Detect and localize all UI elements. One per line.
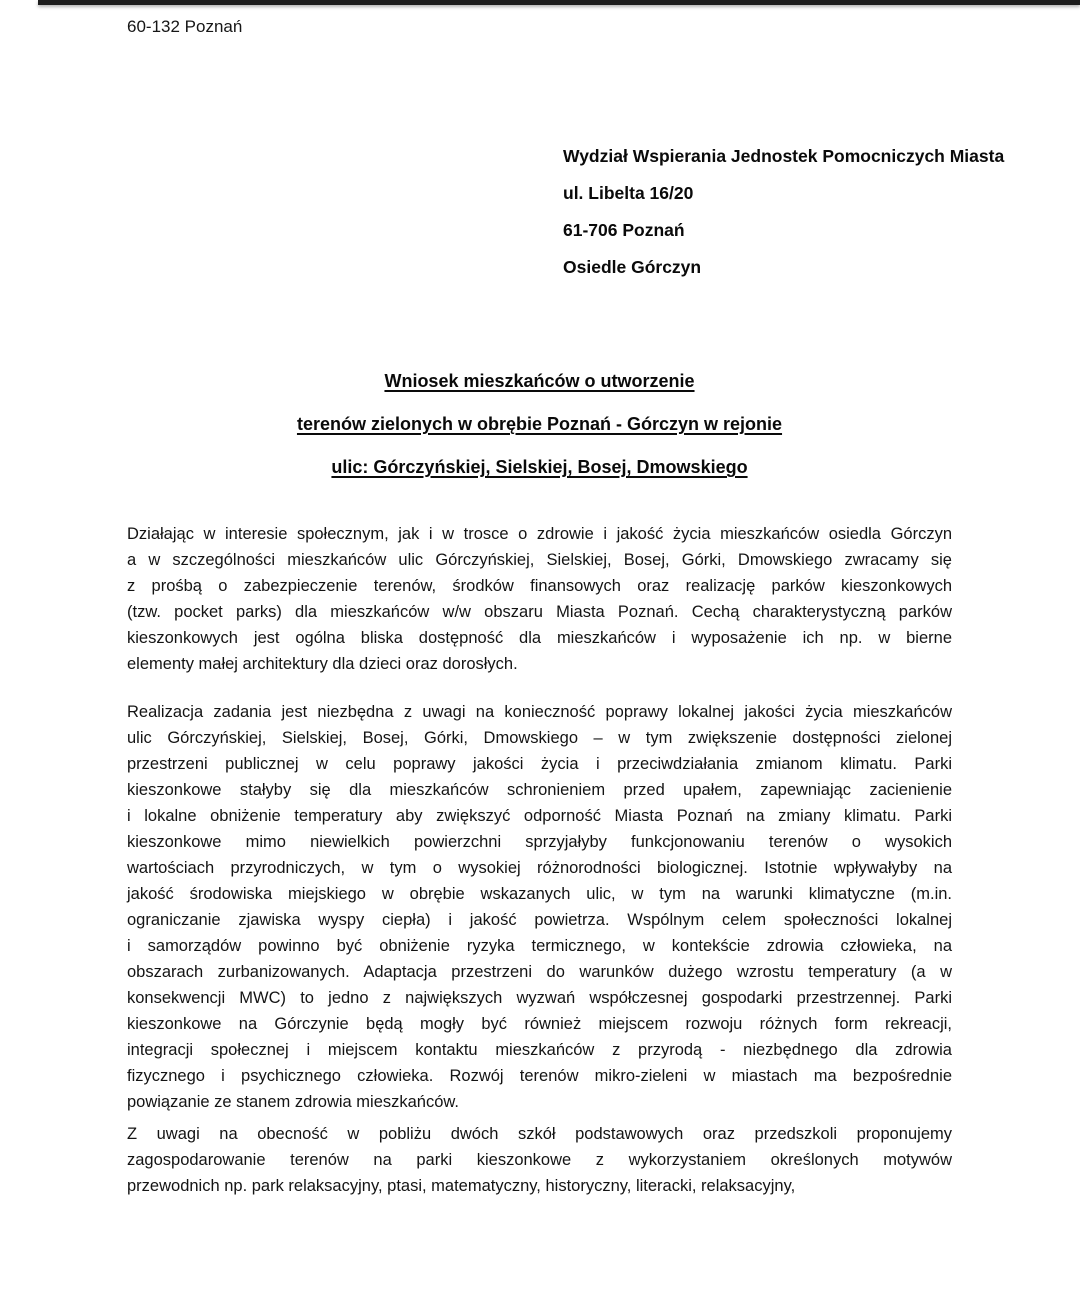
text-line: jakość środowiska miejskiego w obrębie wskazanych ulic, w tym na warunki klimatyczne (m.in. (127, 885, 952, 903)
text-line: Wniosek mieszkańców o utworzenie (384, 371, 695, 391)
text-line: kieszonkowe stałyby się dla mieszkańców schronieniem przed upałem, zapewniając zacienienie (127, 781, 952, 799)
text-line: Z uwagi na obecność w pobliżu dwóch szkół podstawowych oraz przedszkoli proponujemy (127, 1125, 952, 1143)
text-line: Realizacja zadania jest niezbędna z uwagi na konieczność poprawy lokalnej jakości życia mieszkańców (127, 703, 952, 721)
text-line: kieszonkowe mimo niewielkich powierzchni sprzyjałyby funkcjonowaniu terenów o wysokich (127, 833, 952, 851)
paragraph-proposal (127, 1121, 952, 1199)
paragraph-intro (127, 521, 952, 677)
text-line: elementy małej architektury dla dzieci oraz dorosłych. (127, 655, 518, 673)
document-title (127, 360, 952, 489)
sender-postal-code: 60-132 Poznań (127, 17, 243, 36)
paragraph-justification (127, 699, 952, 1115)
text-line: Wydział Wspierania Jednostek Pomocniczych Miasta (563, 146, 1005, 166)
text-line: konsekwencji MWC) to jedno z największych wyzwań współczesnej gospodarki przestrzennej. Parki (127, 989, 952, 1007)
text-line: przewodnich np. park relaksacyjny, ptasi, matematyczny, historyczny, literacki, relaksacyjny, (127, 1177, 796, 1195)
text-line: zagospodarowanie terenów na parki kieszonkowe z wykorzystaniem określonych motywów (127, 1151, 952, 1169)
top-window-edge (38, 0, 1080, 5)
text-line: 61-706 Poznań (563, 220, 685, 240)
text-line: ulic: Górczyńskiej, Sielskiej, Bosej, Dmowskiego (331, 457, 748, 477)
text-line: Działając w interesie społecznym, jak i w trosce o zdrowie i jakość życia mieszkańców osiedla Górczyn (127, 525, 952, 543)
text-line: a w szczególności mieszkańców ulic Górczyńskiej, Sielskiej, Bosej, Górki, Dmowskiego zwracamy się (127, 551, 952, 569)
text-line: z prośbą o zabezpieczenie terenów, środków finansowych oraz realizację parków kieszonkowych (127, 577, 952, 595)
recipient-address-block (563, 138, 1004, 286)
text-line: i samorządów powinno być obniżenie ryzyka termicznego, w kontekście zdrowia człowieka, na (127, 937, 952, 955)
text-line: powiązanie ze stanem zdrowia mieszkańców. (127, 1093, 459, 1111)
text-line: i lokalne obniżenie temperatury aby zwiększyć odporność Miasta Poznań na zmiany klimatu. Parki (127, 807, 952, 825)
text-line: Osiedle Górczyn (563, 257, 702, 277)
text-line: ul. Libelta 16/20 (563, 183, 694, 203)
text-line: integracji społecznej i miejscem kontaktu mieszkańców z przyrodą - niezbędnego dla zdrowia (127, 1041, 952, 1059)
text-line: fizycznego i psychicznego człowieka. Rozwój terenów mikro-zieleni w miastach ma bezpośrednie (127, 1067, 952, 1085)
text-line: kieszonkowych jest ogólna bliska dostępność dla mieszkańców i wyposażenie ich np. w bierne (127, 629, 952, 647)
text-line: przestrzeni publicznej w celu poprawy jakości życia i przeciwdziałania zmianom klimatu. Parki (127, 755, 952, 773)
text-line: terenów zielonych w obrębie Poznań - Górczyn w rejonie (296, 414, 783, 434)
text-line: obszarach zurbanizowanych. Adaptacja przestrzeni do warunków dużego wzrostu temperatury (a w (127, 963, 952, 981)
text-line: ulic Górczyńskiej, Sielskiej, Bosej, Górki, Dmowskiego – w tym zwiększenie dostępności zielonej (127, 729, 952, 747)
text-line: (tzw. pocket parks) dla mieszkańców w/w obszaru Miasta Poznań. Cechą charakterystyczną parków (127, 603, 952, 621)
text-line: wartościach przyrodniczych, w tym o wysokiej różnorodności biologicznej. Istotnie wpływałyby na (127, 859, 952, 877)
text-line: ograniczanie zjawiska wyspy ciepła) i jakość powietrza. Wspólnym celem społeczności lokalnej (127, 911, 952, 929)
text-line: kieszonkowe na Górczynie będą mogły być również miejscem rozwoju różnych form rekreacji, (127, 1015, 952, 1033)
